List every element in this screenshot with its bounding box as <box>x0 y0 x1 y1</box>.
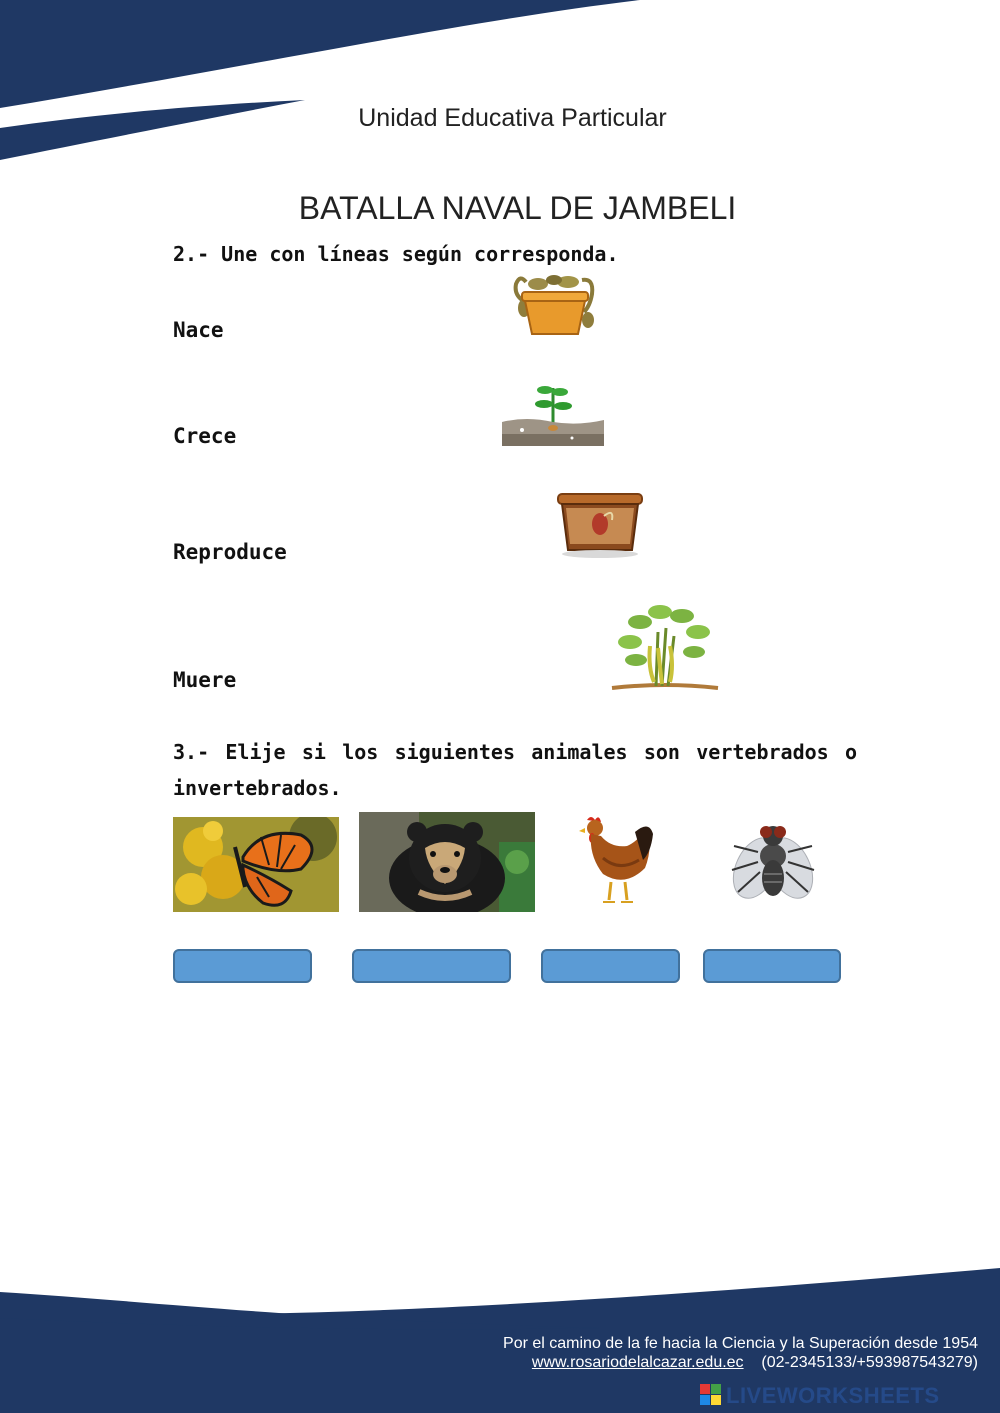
liveworksheets-watermark <box>700 1382 990 1408</box>
school-name: Unidad Educativa Particular <box>358 104 667 132</box>
header-banner <box>0 0 1000 170</box>
spectacled-bear-image <box>359 812 535 912</box>
answer-box-bear[interactable] <box>352 949 511 983</box>
question-3-instruction: 3.- Elije si los siguientes animales son vertebrados o invertebrados. <box>173 740 857 800</box>
answer-box-fly[interactable] <box>703 949 841 983</box>
word-reproduce: Reproduce <box>173 540 287 564</box>
answer-box-hen[interactable] <box>541 949 680 983</box>
word-nace: Nace <box>173 318 224 342</box>
hen-image <box>575 812 655 908</box>
footer-phones: (02-2345133/+593987543279) <box>761 1354 978 1371</box>
footer-motto: Por el camino de la fe hacia la Ciencia y la Superación desde 1954 <box>503 1335 978 1352</box>
answer-box-butterfly[interactable] <box>173 949 312 983</box>
word-crece: Crece <box>173 424 237 448</box>
footer-contact <box>532 1354 978 1372</box>
page-title: BATALLA NAVAL DE JAMBELI <box>298 190 737 226</box>
question-2-instruction: 2.- Une con líneas según corresponda. <box>173 242 619 266</box>
fly-image <box>728 816 818 912</box>
seed-in-pot-image[interactable] <box>556 492 644 558</box>
grown-bean-plant-image[interactable] <box>610 602 720 694</box>
butterfly-image <box>173 817 339 912</box>
sprout-in-soil-image[interactable] <box>502 382 604 448</box>
word-muere: Muere <box>173 668 237 692</box>
footer-website-link[interactable]: www.rosariodelalcazar.edu.ec <box>531 1354 744 1371</box>
wilted-plant-pot-image[interactable] <box>512 272 598 340</box>
liveworksheets-text: LIVEWORKSHEETS <box>726 1383 940 1408</box>
